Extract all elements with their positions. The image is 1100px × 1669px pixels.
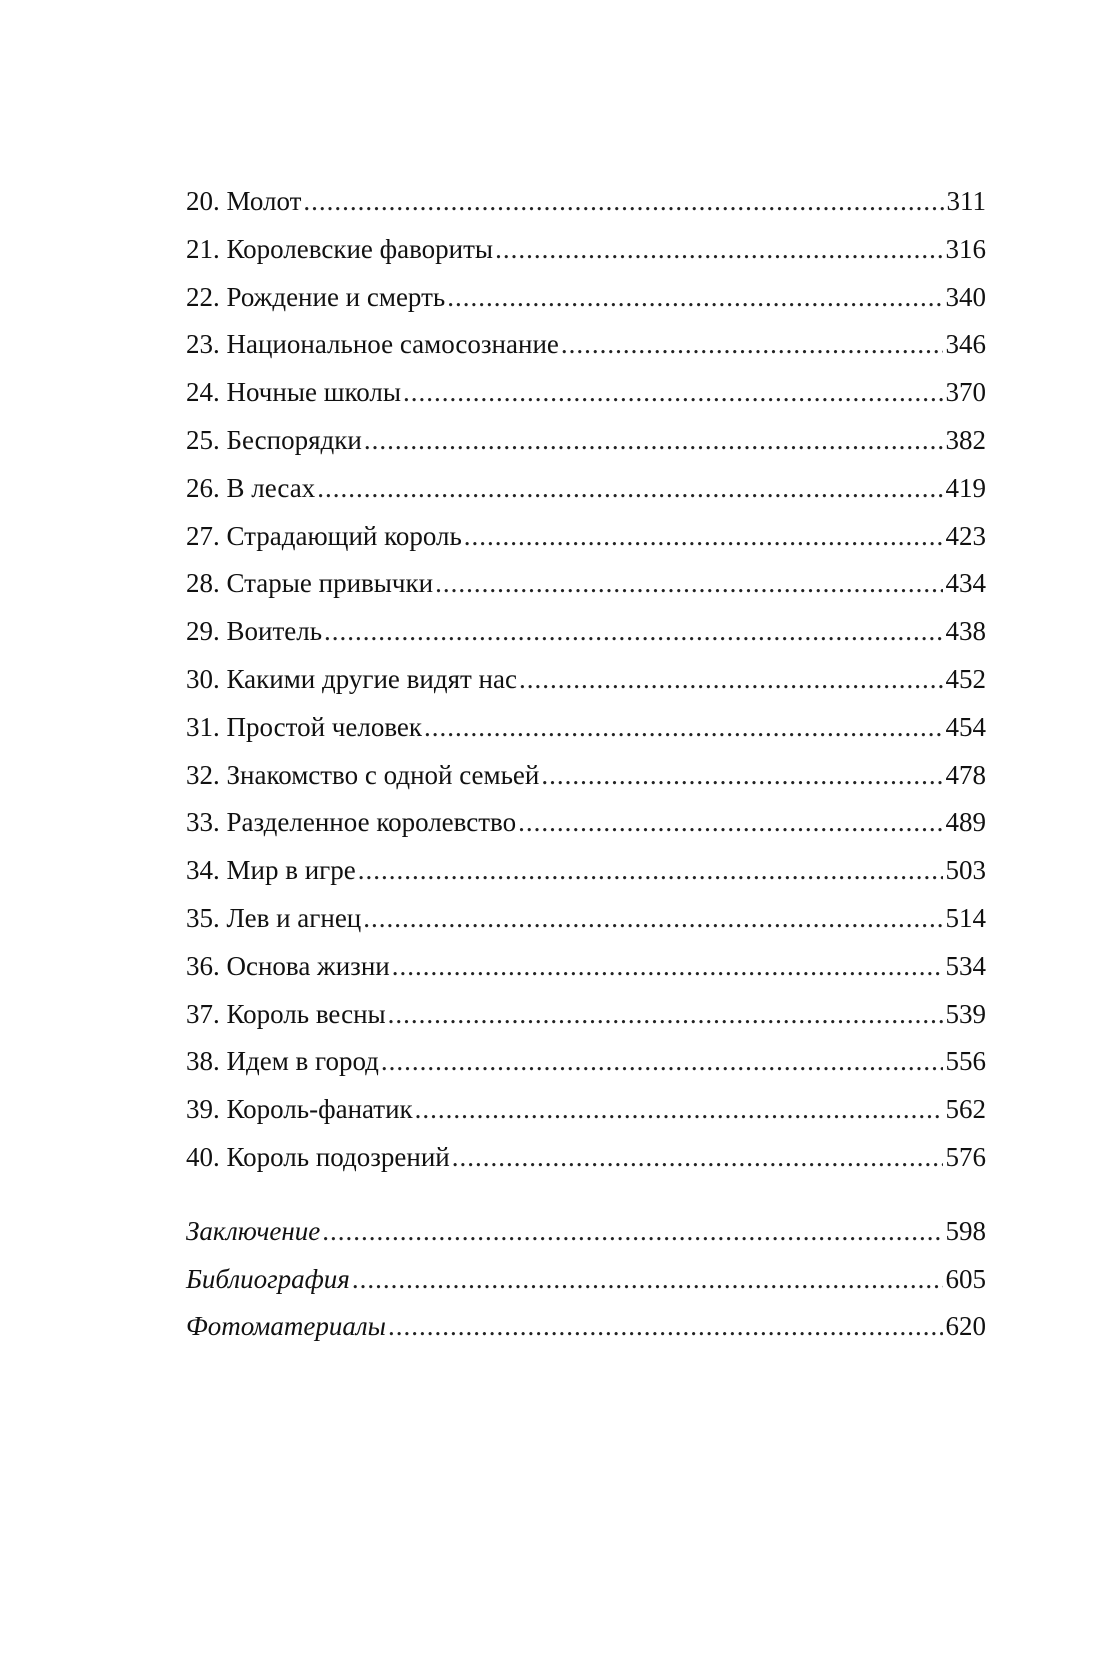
toc-entry-34[interactable] [186, 847, 986, 895]
toc-entry-page: 539 [945, 998, 986, 1029]
toc-entry-title: 34. Мир в игре [186, 855, 356, 886]
toc-entry-title: 33. Разделенное королевство [186, 807, 517, 838]
toc-entry-page: 489 [945, 807, 986, 838]
dot-leader [561, 321, 943, 369]
table-of-contents [186, 178, 986, 1351]
dot-leader [519, 656, 943, 704]
toc-entry-29[interactable] [186, 608, 986, 656]
toc-entry-page: 346 [945, 329, 986, 360]
toc-entry-title: 28. Старые привычки [186, 568, 434, 599]
toc-entry-page: 514 [945, 902, 986, 933]
toc-entry-title: 22. Рождение и смерть [186, 281, 446, 312]
toc-entry-bibliography[interactable] [186, 1256, 986, 1304]
toc-entry-page: 534 [945, 950, 986, 981]
dot-leader [452, 1134, 943, 1182]
toc-entry-30[interactable] [186, 656, 986, 704]
dot-leader [392, 943, 943, 991]
dot-leader [447, 274, 942, 322]
toc-entry-page: 562 [945, 1094, 986, 1125]
toc-entry-page: 454 [945, 711, 986, 742]
dot-leader [322, 1208, 942, 1256]
toc-entry-title: 30. Какими другие видят нас [186, 663, 517, 694]
dot-leader [518, 799, 942, 847]
toc-entry-38[interactable] [186, 1038, 986, 1086]
toc-entry-page: 382 [945, 424, 986, 455]
dot-leader [364, 417, 943, 465]
dot-leader [415, 1086, 943, 1134]
toc-entry-photos[interactable] [186, 1303, 986, 1351]
toc-entry-31[interactable] [186, 704, 986, 752]
toc-entry-page: 598 [945, 1215, 986, 1246]
dot-leader [317, 465, 942, 513]
dot-leader [303, 178, 943, 226]
toc-entry-title: 37. Король весны [186, 998, 386, 1029]
toc-entry-page: 316 [945, 233, 986, 264]
toc-entry-title: 36. Основа жизни [186, 950, 390, 981]
dot-leader [388, 991, 943, 1039]
toc-entry-page: 503 [945, 855, 986, 886]
toc-entry-23[interactable] [186, 321, 986, 369]
toc-entry-40[interactable] [186, 1134, 986, 1182]
toc-entry-title: 20. Молот [186, 186, 302, 216]
toc-entry-page: 311 [946, 186, 986, 216]
toc-entry-title: 40. Король подозрений [186, 1141, 450, 1172]
toc-entry-36[interactable] [186, 943, 986, 991]
toc-entry-title: 26. В лесах [186, 472, 316, 503]
toc-entry-22[interactable] [186, 274, 986, 322]
toc-entry-39[interactable] [186, 1086, 986, 1134]
dot-leader [324, 608, 942, 656]
toc-entry-title: Фотоматериалы [186, 1311, 386, 1342]
toc-entry-page: 419 [945, 472, 986, 503]
dot-leader [352, 1256, 943, 1304]
dot-leader [435, 560, 942, 608]
toc-entry-page: 576 [945, 1141, 986, 1172]
toc-entry-page: 423 [945, 520, 986, 551]
section-spacer [186, 1182, 986, 1208]
toc-entry-25[interactable] [186, 417, 986, 465]
dot-leader [424, 704, 942, 752]
toc-entry-32[interactable] [186, 752, 986, 800]
toc-entry-title: 25. Беспорядки [186, 424, 362, 455]
toc-entry-title: 38. Идем в город [186, 1046, 379, 1077]
toc-entry-title: Заключение [186, 1215, 321, 1246]
toc-entry-20[interactable] [186, 178, 986, 226]
toc-entry-page: 605 [945, 1263, 986, 1294]
toc-entry-title: 39. Король-фанатик [186, 1094, 413, 1125]
toc-entry-21[interactable] [186, 226, 986, 274]
toc-entry-title: 35. Лев и агнец [186, 902, 362, 933]
toc-entry-24[interactable] [186, 369, 986, 417]
toc-entry-title: Библиография [186, 1263, 350, 1294]
toc-entry-28[interactable] [186, 560, 986, 608]
toc-entry-title: 23. Национальное самосознание [186, 329, 559, 360]
toc-entry-title: 29. Воитель [186, 616, 323, 647]
dot-leader [388, 1303, 943, 1351]
dot-leader [363, 895, 942, 943]
toc-entry-title: 32. Знакомство с одной семьей [186, 759, 540, 790]
toc-entry-page: 556 [945, 1046, 986, 1077]
toc-entry-title: 31. Простой человек [186, 711, 423, 742]
toc-entry-title: 27. Страдающий король [186, 520, 462, 551]
dot-leader [464, 513, 943, 561]
dot-leader [381, 1038, 943, 1086]
toc-entry-page: 340 [945, 281, 986, 312]
toc-entry-page: 438 [945, 616, 986, 647]
dot-leader [358, 847, 943, 895]
toc-entry-33[interactable] [186, 799, 986, 847]
toc-entry-conclusion[interactable] [186, 1208, 986, 1256]
toc-entry-35[interactable] [186, 895, 986, 943]
toc-entry-page: 452 [945, 663, 986, 694]
toc-entry-title: 21. Королевские фавориты [186, 233, 494, 264]
toc-entry-page: 478 [945, 759, 986, 790]
toc-entry-title: 24. Ночные школы [186, 377, 401, 408]
toc-entry-page: 620 [945, 1311, 986, 1342]
toc-entry-page: 434 [945, 568, 986, 599]
dot-leader [403, 369, 943, 417]
toc-entry-37[interactable] [186, 991, 986, 1039]
toc-entry-26[interactable] [186, 465, 986, 513]
dot-leader [495, 226, 942, 274]
dot-leader [541, 752, 942, 800]
toc-entry-page: 370 [945, 377, 986, 408]
toc-entry-27[interactable] [186, 513, 986, 561]
